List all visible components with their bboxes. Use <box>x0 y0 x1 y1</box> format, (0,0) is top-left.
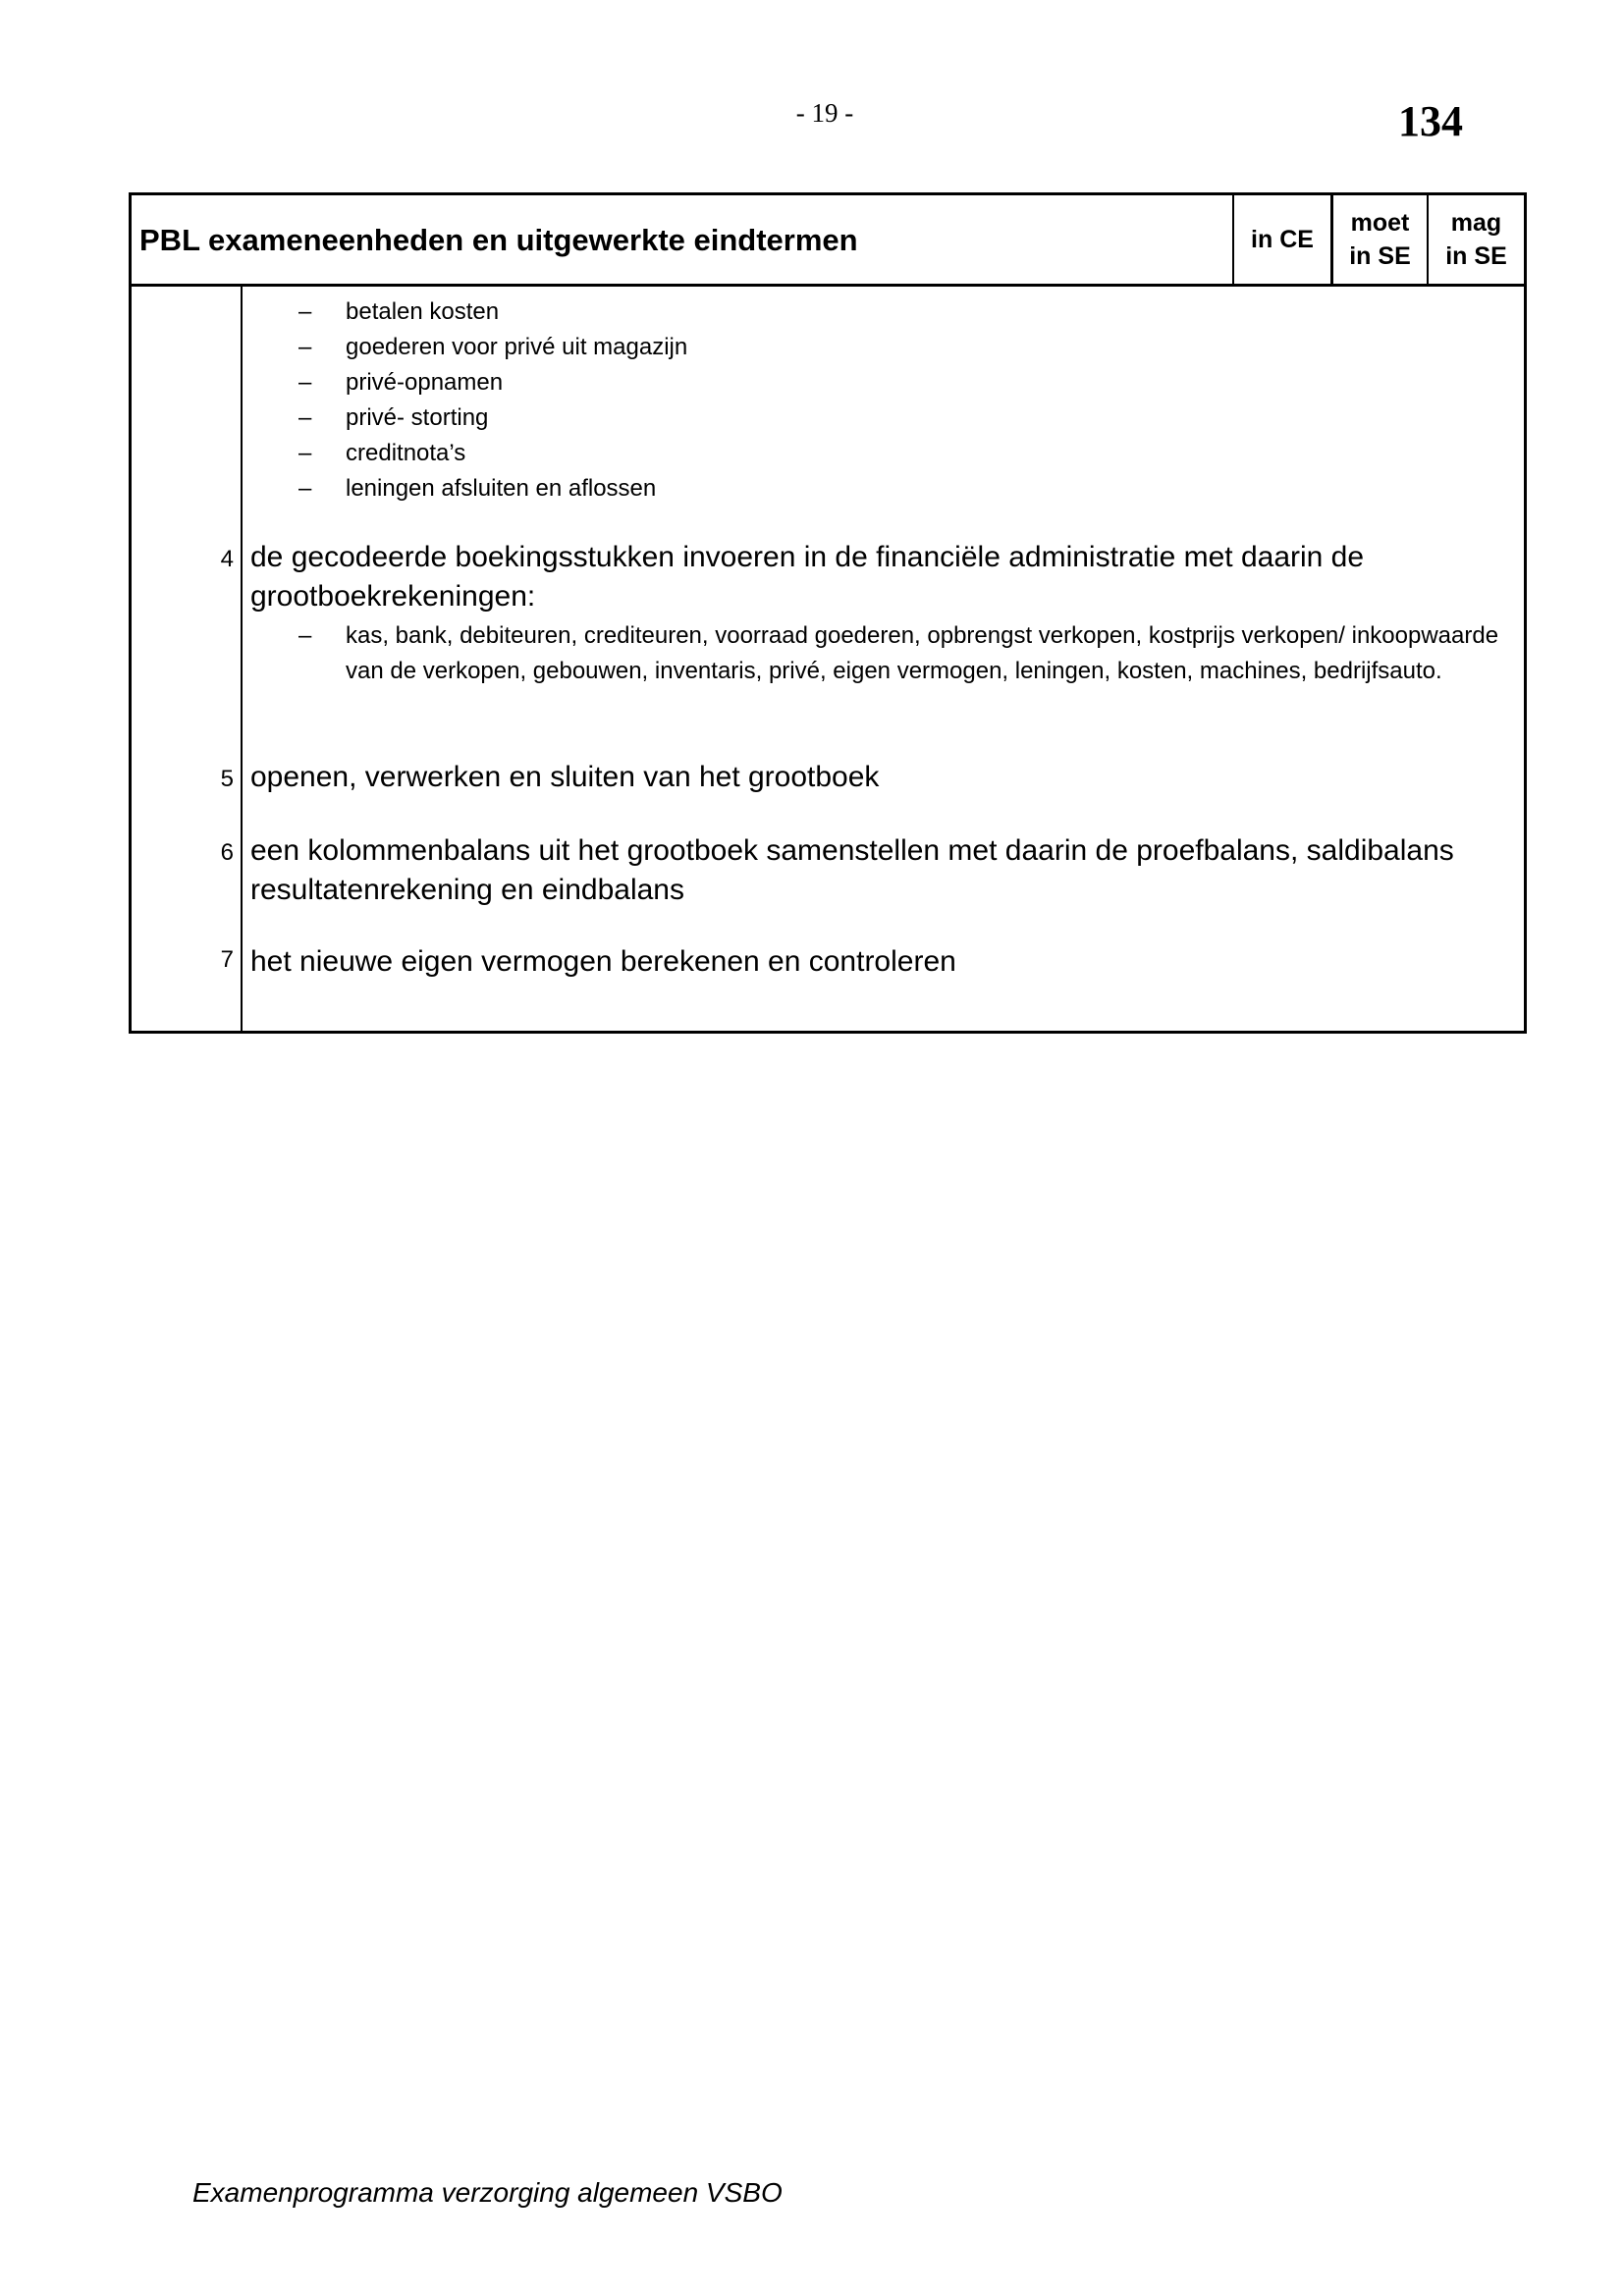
dash-bullet: – <box>298 622 312 649</box>
column-header-in-ce <box>1232 195 1330 284</box>
moet-label: moet <box>1350 209 1410 237</box>
table-header <box>132 195 1524 287</box>
column-header-mag-in-se <box>1427 195 1524 284</box>
footer-text: Examenprogramma verzorging algemeen VSBO <box>192 2177 783 2208</box>
dash-bullet: – <box>298 404 312 431</box>
dash-bullet: – <box>298 298 312 325</box>
item-text: een kolommenbalans uit het grootboek samenstellen met daarin de proefbalans, saldibalans resultatenrekening en eindbalans <box>250 834 1454 906</box>
document-number: 134 <box>1398 97 1463 145</box>
item-number: 7 <box>220 946 234 973</box>
dash-bullet: – <box>298 369 312 396</box>
sub-item-text: privé- storting <box>346 404 489 431</box>
number-column-divider <box>241 284 243 1031</box>
sub-item-text: goederen voor privé uit magazijn <box>346 334 688 360</box>
dash-bullet: – <box>298 440 312 466</box>
dash-bullet: – <box>298 334 312 360</box>
item-number: 6 <box>220 839 234 866</box>
moet-in-se-label: in SE <box>1349 242 1411 270</box>
mag-in-se-label: in SE <box>1445 242 1507 270</box>
sub-item-text: leningen afsluiten en aflossen <box>346 475 657 502</box>
table-title: PBL exameneenheden en uitgewerkte eindtermen <box>139 223 858 257</box>
sub-item-text: kas, bank, debiteuren, crediteuren, voorraad goederen, opbrengst verkopen, kostprijs verkopen/ inkoopwaarde van de verkopen, gebouwen, inventaris, privé, eigen vermogen, leningen, kosten, machines, bedrijfsauto. <box>346 622 1499 684</box>
item-number: 4 <box>220 546 234 572</box>
eindtermen-table <box>129 192 1527 1034</box>
item-text: openen, verwerken en sluiten van het grootboek <box>250 761 880 793</box>
item-text: de gecodeerde boekingsstukken invoeren in de financiële administratie met daarin de grootboekrekeningen: <box>250 541 1365 613</box>
sub-item-text: betalen kosten <box>346 298 500 325</box>
item-number: 5 <box>220 766 234 792</box>
mag-label: mag <box>1450 209 1502 237</box>
column-header-moet-in-se <box>1330 195 1427 284</box>
sub-item-text: privé-opnamen <box>346 369 504 396</box>
dash-bullet: – <box>298 475 312 502</box>
sub-item-text: creditnota’s <box>346 440 466 466</box>
in-ce-label: in CE <box>1251 226 1314 253</box>
page-number: - 19 - <box>795 98 854 128</box>
item-text: het nieuwe eigen vermogen berekenen en controleren <box>250 945 956 978</box>
